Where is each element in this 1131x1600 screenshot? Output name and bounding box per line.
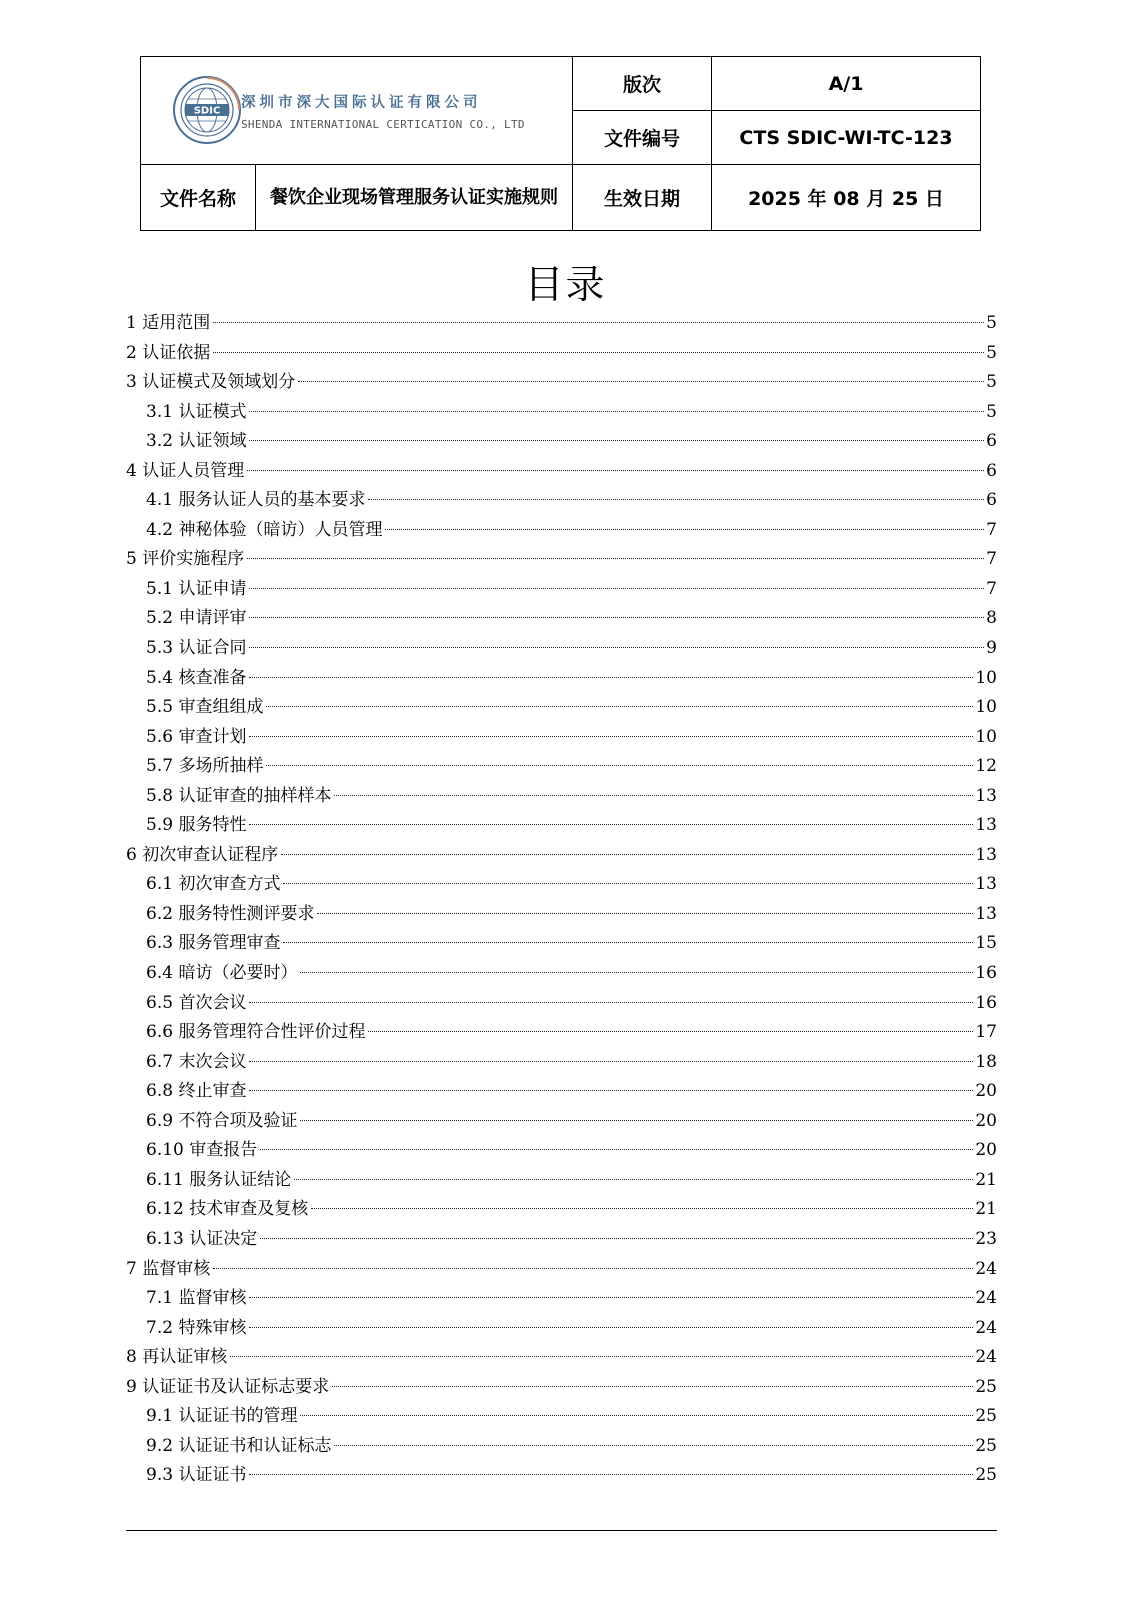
- toc-entry-label: 9.1 认证证书的管理: [146, 1406, 298, 1427]
- toc-entry-page: 7: [986, 519, 997, 540]
- toc-dot-leader: [249, 1327, 973, 1328]
- toc-entry-label: 2 认证依据: [126, 342, 211, 363]
- toc-entry[interactable]: [126, 1225, 997, 1255]
- toc-dot-leader: [249, 411, 984, 412]
- toc-entry[interactable]: [126, 1195, 997, 1225]
- toc-entry-label: 3.1 认证模式: [146, 401, 247, 422]
- toc-entry-label: 5.4 核查准备: [146, 667, 247, 688]
- toc-entry-label: 6.7 末次会议: [146, 1051, 247, 1072]
- toc-dot-leader: [334, 795, 973, 796]
- toc-entry-page: 10: [975, 697, 997, 718]
- toc-entry-label: 5.2 申请评审: [146, 608, 247, 629]
- toc-entry-page: 24: [975, 1317, 997, 1338]
- toc-entry-page: 12: [975, 756, 997, 777]
- toc-entry[interactable]: [126, 545, 997, 575]
- toc-entry[interactable]: [126, 900, 997, 930]
- toc-entry[interactable]: [126, 693, 997, 723]
- toc-entry-label: 6.9 不符合项及验证: [146, 1110, 298, 1131]
- toc-entry[interactable]: [126, 959, 997, 989]
- toc-dot-leader: [249, 1061, 973, 1062]
- toc-entry[interactable]: [126, 1107, 997, 1137]
- toc-entry-page: 7: [986, 578, 997, 599]
- toc-entry-label: 5.9 服务特性: [146, 815, 247, 836]
- svg-text:SDIC: SDIC: [193, 105, 221, 117]
- toc-entry-page: 24: [975, 1288, 997, 1309]
- toc-entry-label: 8 再认证审核: [126, 1347, 228, 1368]
- toc-entry[interactable]: [126, 339, 997, 369]
- document-name-label: 文件名称: [141, 165, 256, 231]
- toc-entry[interactable]: [126, 634, 997, 664]
- toc-dot-leader: [249, 736, 973, 737]
- toc-dot-leader: [230, 1356, 973, 1357]
- document-header-table: [140, 56, 981, 231]
- toc-entry[interactable]: [126, 1402, 997, 1432]
- effective-date-value: 2025 年 08 月 25 日: [712, 165, 981, 231]
- toc-entry-page: 6: [986, 490, 997, 511]
- toc-entry-page: 25: [975, 1465, 997, 1486]
- version-value: A/1: [712, 57, 981, 111]
- toc-entry-label: 1 适用范围: [126, 313, 211, 333]
- toc-entry-page: 17: [975, 1022, 997, 1043]
- toc-entry[interactable]: [126, 1255, 997, 1285]
- toc-entry-page: 13: [975, 785, 997, 806]
- toc-entry-page: 20: [975, 1110, 997, 1131]
- toc-entry[interactable]: [126, 1077, 997, 1107]
- toc-entry-page: 5: [986, 313, 997, 333]
- toc-entry-page: 8: [986, 608, 997, 629]
- toc-entry-page: 20: [975, 1140, 997, 1161]
- toc-dot-leader: [311, 1208, 973, 1209]
- toc-entry-label: 6 初次审查认证程序: [126, 844, 279, 865]
- toc-entry-page: 13: [975, 815, 997, 836]
- toc-dot-leader: [368, 1031, 973, 1032]
- toc-entry-page: 5: [986, 372, 997, 393]
- toc-entry[interactable]: [126, 723, 997, 753]
- toc-entry-label: 4.2 神秘体验（暗访）人员管理: [146, 519, 383, 540]
- toc-entry-label: 7.2 特殊审核: [146, 1317, 247, 1338]
- toc-entry-page: 6: [986, 431, 997, 452]
- toc-entry[interactable]: [126, 1136, 997, 1166]
- toc-entry[interactable]: [126, 929, 997, 959]
- toc-entry[interactable]: [126, 309, 997, 339]
- toc-entry-page: 16: [975, 963, 997, 984]
- toc-dot-leader: [334, 1445, 973, 1446]
- toc-dot-leader: [249, 824, 973, 825]
- toc-entry-label: 9.3 认证证书: [146, 1465, 247, 1486]
- toc-dot-leader: [249, 588, 984, 589]
- toc-entry-label: 6.13 认证决定: [146, 1228, 258, 1249]
- toc-entry-label: 5.3 认证合同: [146, 638, 247, 659]
- document-name-value: 餐饮企业现场管理服务认证实施规则: [256, 165, 573, 231]
- toc-entry-label: 9 认证证书及认证标志要求: [126, 1376, 330, 1397]
- toc-entry-page: 6: [986, 460, 997, 481]
- company-logo-cell: [141, 57, 573, 165]
- toc-dot-leader: [249, 440, 984, 441]
- toc-dot-leader: [385, 529, 984, 530]
- toc-dot-leader: [294, 1179, 973, 1180]
- toc-entry[interactable]: [126, 1284, 997, 1314]
- toc-dot-leader: [249, 1297, 973, 1298]
- toc-dot-leader: [213, 1268, 973, 1269]
- toc-entry-label: 9.2 认证证书和认证标志: [146, 1435, 332, 1456]
- toc-dot-leader: [332, 1386, 973, 1387]
- toc-dot-leader: [266, 765, 973, 766]
- effective-date-label: 生效日期: [573, 165, 712, 231]
- toc-entry[interactable]: [126, 1432, 997, 1462]
- toc-dot-leader: [266, 706, 973, 707]
- toc-dot-leader: [213, 322, 984, 323]
- toc-entry-label: 6.3 服务管理审查: [146, 933, 281, 954]
- footer-divider: [126, 1530, 997, 1531]
- toc-entry-label: 6.6 服务管理符合性评价过程: [146, 1022, 366, 1043]
- company-name-cn: 深圳市深大国际认证有限公司: [241, 95, 482, 111]
- toc-entry-label: 3 认证模式及领域划分: [126, 372, 296, 393]
- toc-entry-label: 6.1 初次审查方式: [146, 874, 281, 895]
- toc-dot-leader: [247, 558, 984, 559]
- toc-entry[interactable]: [126, 604, 997, 634]
- toc-entry-page: 18: [975, 1051, 997, 1072]
- toc-entry-page: 10: [975, 667, 997, 688]
- toc-entry-label: 5 评价实施程序: [126, 549, 245, 570]
- toc-entry[interactable]: [126, 1314, 997, 1344]
- toc-dot-leader: [283, 883, 973, 884]
- toc-entry-page: 20: [975, 1081, 997, 1102]
- toc-entry-page: 9: [986, 638, 997, 659]
- toc-entry[interactable]: [126, 1373, 997, 1403]
- toc-entry[interactable]: [126, 1461, 997, 1491]
- toc-dot-leader: [300, 972, 973, 973]
- toc-dot-leader: [298, 381, 984, 382]
- toc-entry-label: 4.1 服务认证人员的基本要求: [146, 490, 366, 511]
- toc-entry[interactable]: [126, 989, 997, 1019]
- toc-entry-page: 13: [975, 874, 997, 895]
- company-name-en: SHENDA INTERNATIONAL CERTICATION CO., LTD: [241, 118, 525, 131]
- toc-entry[interactable]: [126, 368, 997, 398]
- toc-entry-page: 24: [975, 1347, 997, 1368]
- toc-entry-label: 5.7 多场所抽样: [146, 756, 264, 777]
- toc-entry-page: 21: [975, 1199, 997, 1220]
- toc-entry-page: 13: [975, 903, 997, 924]
- toc-dot-leader: [249, 647, 984, 648]
- toc-entry[interactable]: [126, 782, 997, 812]
- toc-entry[interactable]: [126, 516, 997, 546]
- toc-dot-leader: [317, 913, 973, 914]
- toc-dot-leader: [249, 1090, 973, 1091]
- toc-dot-leader: [260, 1149, 973, 1150]
- toc-entry-label: 5.8 认证审查的抽样样本: [146, 785, 332, 806]
- toc-entry[interactable]: [126, 398, 997, 428]
- toc-entry-label: 6.8 终止审查: [146, 1081, 247, 1102]
- toc-entry[interactable]: [126, 752, 997, 782]
- toc-dot-leader: [281, 854, 973, 855]
- toc-entry-page: 23: [975, 1228, 997, 1249]
- toc-entry-page: 10: [975, 726, 997, 747]
- toc-entry-page: 25: [975, 1376, 997, 1397]
- toc-entry[interactable]: [126, 486, 997, 516]
- toc-entry[interactable]: [126, 841, 997, 871]
- toc-entry-label: 5.1 认证申请: [146, 578, 247, 599]
- toc-entry-label: 4 认证人员管理: [126, 460, 245, 481]
- toc-entry-page: 24: [975, 1258, 997, 1279]
- toc-dot-leader: [249, 1002, 973, 1003]
- toc-entry-page: 5: [986, 342, 997, 363]
- document-number-label: 文件编号: [573, 111, 712, 165]
- toc-entry[interactable]: [126, 1166, 997, 1196]
- toc-dot-leader: [260, 1238, 973, 1239]
- table-of-contents: [126, 309, 997, 1491]
- toc-dot-leader: [249, 1474, 973, 1475]
- toc-entry-label: 6.12 技术审查及复核: [146, 1199, 309, 1220]
- toc-entry[interactable]: [126, 457, 997, 487]
- toc-entry[interactable]: [126, 575, 997, 605]
- toc-entry-label: 7.1 监督审核: [146, 1288, 247, 1309]
- toc-entry-label: 6.5 首次会议: [146, 992, 247, 1013]
- toc-dot-leader: [249, 617, 984, 618]
- toc-entry-label: 5.5 审查组组成: [146, 697, 264, 718]
- toc-entry-label: 6.2 服务特性测评要求: [146, 903, 315, 924]
- toc-entry[interactable]: [126, 870, 997, 900]
- toc-entry-label: 7 监督审核: [126, 1258, 211, 1279]
- document-number-value: CTS SDIC-WI-TC-123: [712, 111, 981, 165]
- toc-entry-page: 25: [975, 1406, 997, 1427]
- toc-entry[interactable]: [126, 664, 997, 694]
- toc-dot-leader: [300, 1415, 973, 1416]
- toc-dot-leader: [283, 942, 973, 943]
- toc-entry-page: 13: [975, 844, 997, 865]
- toc-entry-label: 3.2 认证领域: [146, 431, 247, 452]
- toc-entry[interactable]: [126, 1048, 997, 1078]
- toc-entry-label: 6.10 审查报告: [146, 1140, 258, 1161]
- toc-title: 目录: [524, 263, 607, 308]
- toc-entry[interactable]: [126, 811, 997, 841]
- toc-dot-leader: [300, 1120, 973, 1121]
- version-label: 版次: [573, 57, 712, 111]
- company-emblem-icon: [172, 75, 242, 145]
- toc-entry-label: 6.11 服务认证结论: [146, 1169, 292, 1190]
- toc-dot-leader: [213, 352, 984, 353]
- toc-entry-page: 15: [975, 933, 997, 954]
- toc-entry-label: 6.4 暗访（必要时）: [146, 963, 298, 984]
- toc-entry-label: 5.6 审查计划: [146, 726, 247, 747]
- toc-dot-leader: [249, 677, 973, 678]
- toc-entry[interactable]: [126, 1018, 997, 1048]
- toc-entry[interactable]: [126, 427, 997, 457]
- toc-entry-page: 21: [975, 1169, 997, 1190]
- toc-entry-page: 7: [986, 549, 997, 570]
- toc-entry-page: 16: [975, 992, 997, 1013]
- toc-entry[interactable]: [126, 1343, 997, 1373]
- toc-entry-page: 5: [986, 401, 997, 422]
- toc-dot-leader: [368, 499, 984, 500]
- toc-entry-page: 25: [975, 1435, 997, 1456]
- toc-dot-leader: [247, 470, 984, 471]
